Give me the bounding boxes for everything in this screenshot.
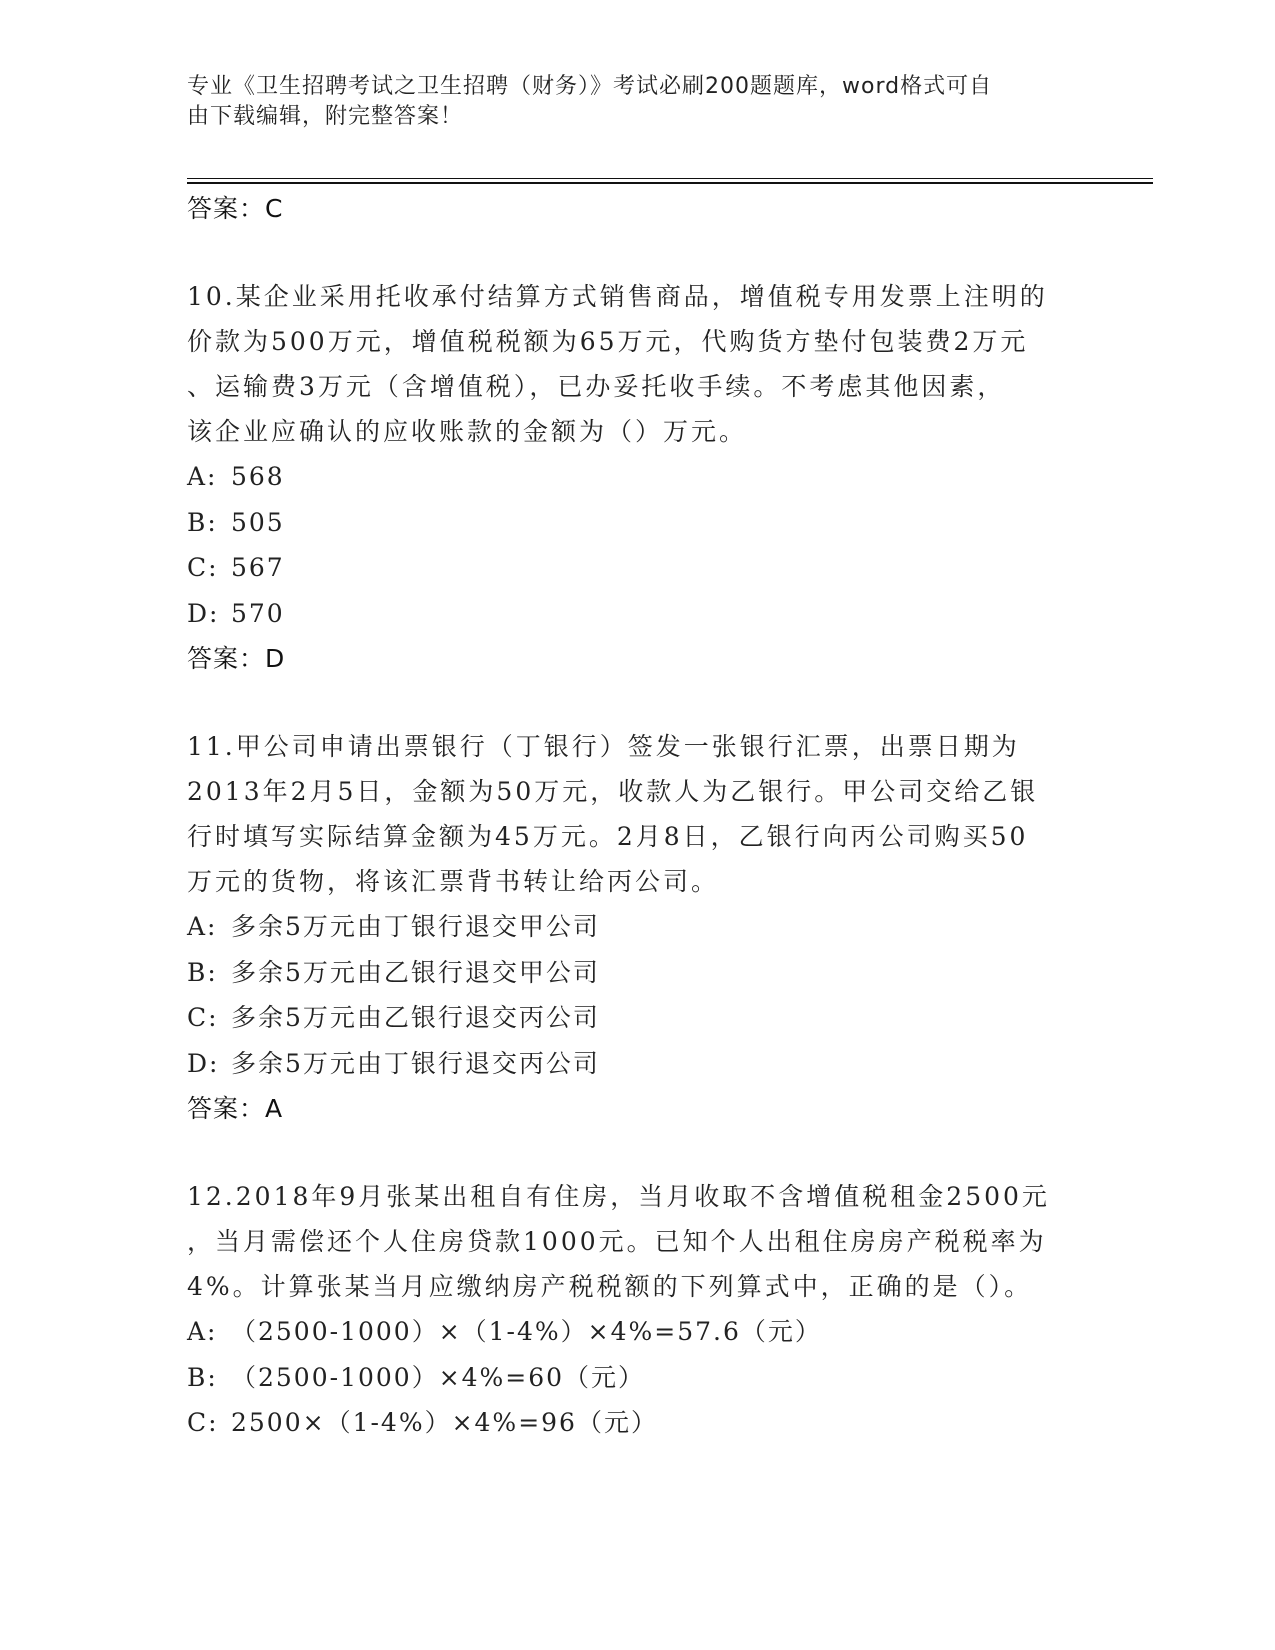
option-a — [187, 1309, 1087, 1355]
document-body — [187, 186, 1087, 1446]
option-label: D: — [187, 598, 220, 628]
spacer — [187, 232, 1087, 274]
option-label: C: — [187, 1408, 219, 1437]
option-a — [187, 454, 1087, 500]
question-10-stem — [187, 274, 1087, 454]
question-10-answer: 答案：D — [187, 644, 286, 673]
option-b — [187, 500, 1087, 546]
option-label: C: — [187, 1003, 219, 1032]
question-line: 、运输费3万元（含增值税），已办妥托收手续。不考虑其他因素， — [187, 372, 1006, 401]
option-text: 多余5万元由丁银行退交甲公司 — [231, 912, 600, 941]
question-line: 12.2018年9月张某出租自有住房，当月收取不含增值税租金2500元 — [187, 1182, 1050, 1211]
header-rule-thin — [187, 178, 1153, 179]
option-text: （2500-1000）×4%=60（元） — [231, 1362, 646, 1392]
question-line: 2013年2月5日，金额为50万元，收款人为乙银行。甲公司交给乙银 — [187, 777, 1039, 806]
option-c — [187, 1400, 1087, 1446]
spacer — [187, 1132, 1087, 1174]
question-line: 11.甲公司申请出票银行（丁银行）签发一张银行汇票，出票日期为 — [187, 732, 1020, 761]
question-12-stem — [187, 1174, 1087, 1309]
question-11-stem — [187, 724, 1087, 904]
previous-answer: 答案：C — [187, 194, 284, 223]
page-header — [187, 72, 1067, 132]
option-text: 505 — [231, 507, 285, 537]
question-line: 该企业应确认的应收账款的金额为（）万元。 — [187, 417, 748, 446]
option-b — [187, 950, 1087, 996]
spacer — [187, 682, 1087, 724]
option-label: A: — [187, 912, 218, 941]
option-label: C: — [187, 553, 219, 582]
option-text: 多余5万元由丁银行退交丙公司 — [231, 1048, 600, 1078]
option-d — [187, 591, 1087, 637]
option-a — [187, 904, 1087, 950]
header-rule-thick — [187, 182, 1153, 184]
question-line: 10.某企业采用托收承付结算方式销售商品，增值税专用发票上注明的 — [187, 282, 1048, 311]
option-d — [187, 1041, 1087, 1087]
question-10 — [187, 274, 1087, 682]
option-c — [187, 995, 1087, 1041]
question-line: 万元的货物，将该汇票背书转让给丙公司。 — [187, 867, 720, 896]
question-line: 4%。计算张某当月应缴纳房产税税额的下列算式中，正确的是（）。 — [187, 1272, 1033, 1301]
header-line-1: 专业《卫生招聘考试之卫生招聘（财务）》考试必刷200题题库，word格式可自 — [187, 74, 993, 99]
option-text: 多余5万元由乙银行退交丙公司 — [231, 1003, 600, 1032]
option-text: 570 — [231, 598, 285, 628]
option-text: 2500×（1-4%）×4%=96（元） — [231, 1408, 658, 1437]
option-c — [187, 545, 1087, 591]
option-b — [187, 1355, 1087, 1401]
question-11 — [187, 724, 1087, 1132]
question-line: ，当月需偿还个人住房贷款1000元。已知个人出租住房房产税税率为 — [187, 1227, 1047, 1256]
question-12 — [187, 1174, 1087, 1446]
option-label: B: — [187, 957, 218, 987]
header-line-2: 由下载编辑，附完整答案！ — [187, 104, 464, 129]
option-label: A: — [187, 462, 218, 491]
option-text: 567 — [231, 553, 285, 582]
option-text: （2500-1000）×（1-4%）×4%=57.6（元） — [231, 1317, 822, 1346]
option-label: A: — [187, 1317, 218, 1346]
option-label: B: — [187, 507, 218, 537]
question-11-answer: 答案：A — [187, 1094, 284, 1123]
question-line: 行时填写实际结算金额为45万元。2月8日，乙银行向丙公司购买50 — [187, 822, 1029, 851]
option-label: B: — [187, 1362, 218, 1392]
option-label: D: — [187, 1048, 220, 1078]
question-line: 价款为500万元，增值税税额为65万元，代购货方垫付包装费2万元 — [187, 327, 1029, 356]
option-text: 多余5万元由乙银行退交甲公司 — [231, 957, 600, 987]
option-text: 568 — [231, 462, 285, 491]
